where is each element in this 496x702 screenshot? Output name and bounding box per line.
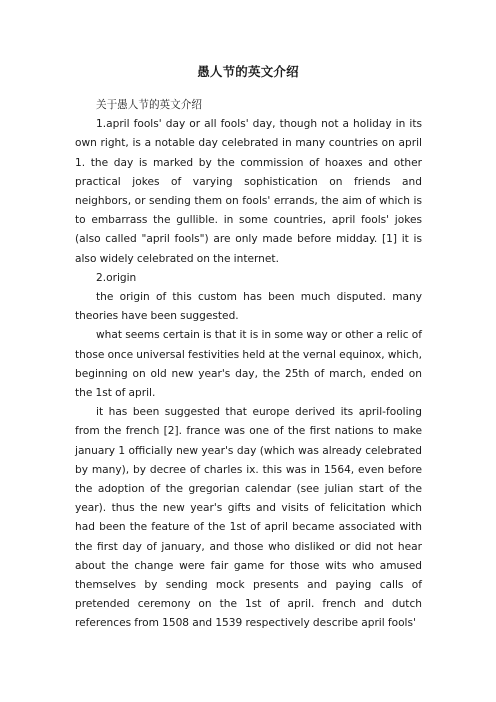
paragraph-definition: 1.april fools' day or all fools' day, though not a holiday in its own right, is a notable day celebrated in many countries on april 1. the day is marked by the commission of hoaxes and other practical jokes of varying sophistication on friends and neighbors, or sending them on fools' errands, the aim of which is to embarrass the gullible. in some countries, april fools' jokes (also called "april fools") are only made before midday. [1] it is also widely celebrated on the internet. [75, 118, 422, 265]
section-heading-origin: 2.origin [96, 271, 137, 284]
paragraph-french-origin: it has been suggested that europe derived its april-fooling from the french [2]. france was one of the first nations to make january 1 officially new year's day (which was already celebrated by many), by decree of charles ix. this was in 1564, even before the adoption of the gregorian calendar (see julian start of the year). thus the new year's gifts and visits of felicitation which had been the feature of the 1st of april became associated with the first day of january, and those who disliked or did not hear about the change were fair game for those wits who amused themselves by sending mock presents and paying calls of pretended ceremony on the 1st of april. french and dutch references from 1508 and 1539 respectively describe april fools' [75, 406, 422, 630]
paragraph-origin-disputed: the origin of this custom has been much disputed. many theories have been suggested. [75, 291, 422, 323]
page-title: 愚人节的英文介绍 [197, 64, 299, 79]
document-body [75, 96, 422, 634]
intro-heading: 关于愚人节的英文介绍 [96, 99, 202, 111]
paragraph-vernal-equinox: what seems certain is that it is in some way or other a relic of those once universal festivities held at the vernal equinox, which, beginning on old new year's day, the 25th of march, ended on the 1st of april. [75, 329, 422, 400]
